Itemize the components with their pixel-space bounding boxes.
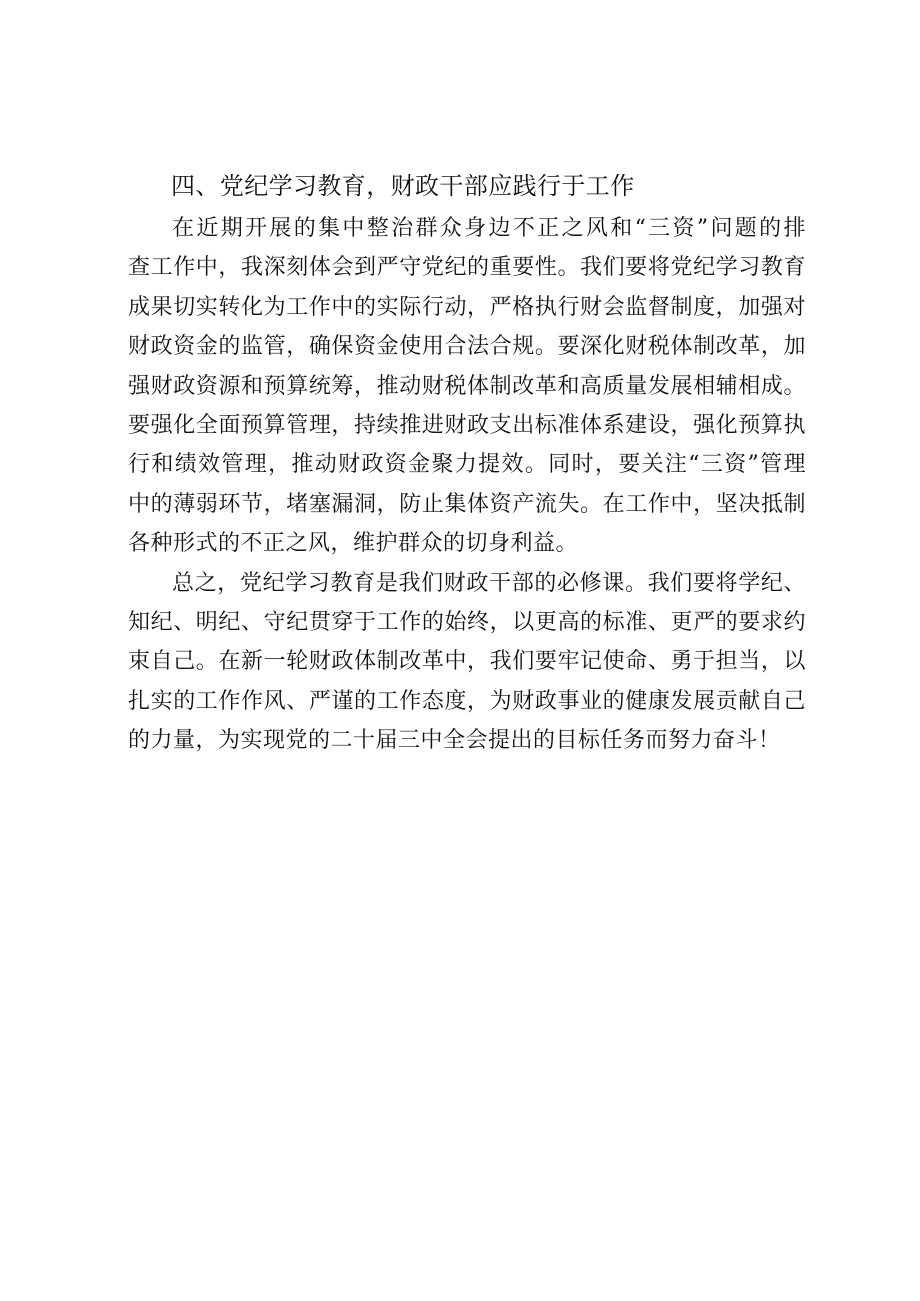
paragraph-line: 成果切实转化为工作中的实际行动，严格执行财会监督制度，加强对: [128, 294, 806, 320]
document-body: [128, 163, 806, 760]
paragraph-line: 知纪、明纪、守纪贯穿于工作的始终，以更高的标准、更严的要求约: [128, 609, 806, 635]
paragraph-line: 总之，党纪学习教育是我们财政干部的必修课。我们要将学纪、: [172, 570, 806, 596]
paragraph-line: 扎实的工作作风、严谨的工作态度，为财政事业的健康发展贡献自己: [128, 688, 806, 714]
paragraph-line: 中的薄弱环节，堵塞漏洞，防止集体资产流失。在工作中，坚决抵制: [128, 491, 806, 517]
paragraph-line: 财政资金的监管，确保资金使用合法合规。要深化财税体制改革，加: [128, 334, 806, 360]
paragraph-line: 查工作中，我深刻体会到严守党纪的重要性。我们要将党纪学习教育: [128, 255, 806, 281]
paragraph-1: [128, 209, 806, 564]
paragraph-line: 束自己。在新一轮财政体制改革中，我们要牢记使命、勇于担当，以: [128, 649, 806, 675]
section-heading: 四、党纪学习教育，财政干部应践行于工作: [171, 172, 635, 200]
paragraph-line: 行和绩效管理，推动财政资金聚力提效。同时，要关注“三资”管理: [128, 452, 806, 478]
paragraph-line: 要强化全面预算管理，持续推进财政支出标准体系建设，强化预算执: [128, 412, 806, 438]
paragraph-2: [128, 564, 806, 761]
paragraph-line: 强财政资源和预算统筹，推动财税体制改革和高质量发展相辅相成。: [128, 373, 806, 399]
paragraph-line: 的力量，为实现党的二十届三中全会提出的目标任务而努力奋斗！: [128, 728, 781, 754]
paragraph-line: 在近期开展的集中整治群众身边不正之风和“三资”问题的排: [172, 216, 806, 241]
paragraph-line: 各种形式的不正之风，维护群众的切身利益。: [128, 531, 579, 557]
